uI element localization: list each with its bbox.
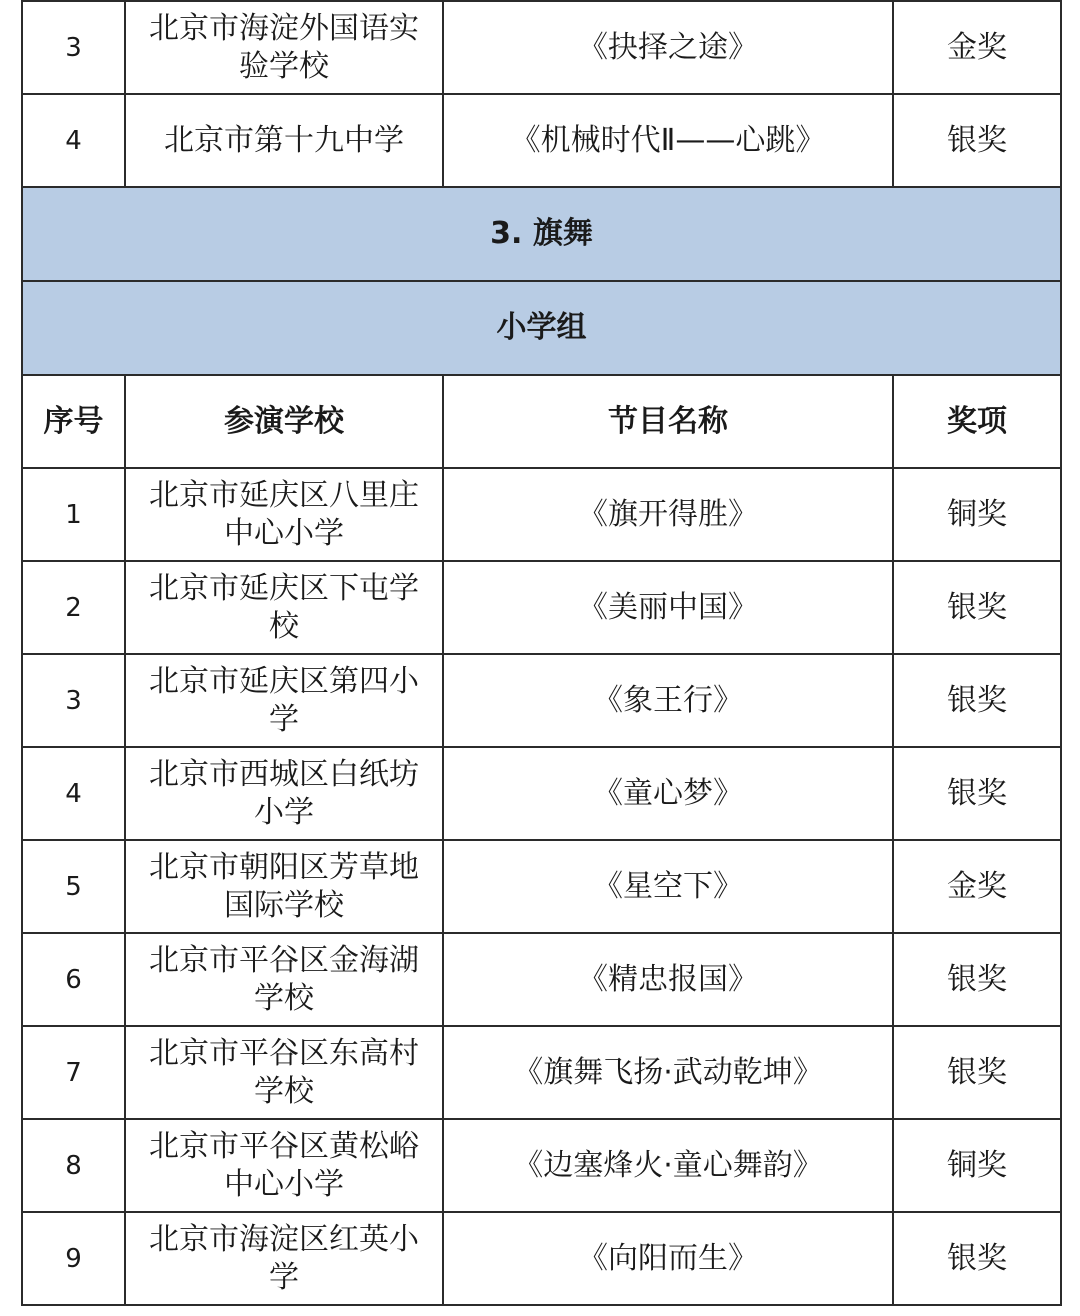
- table-row: [22, 840, 1061, 933]
- school-name: 北京市平谷区金海湖学校: [125, 933, 443, 1026]
- row-number: 9: [22, 1212, 125, 1305]
- group-title: 小学组: [22, 281, 1061, 375]
- award: 金奖: [893, 1, 1061, 94]
- row-number: 1: [22, 468, 125, 561]
- award: 银奖: [893, 933, 1061, 1026]
- school-name: 北京市第十九中学: [125, 94, 443, 187]
- award: 铜奖: [893, 468, 1061, 561]
- table-row: [22, 747, 1061, 840]
- program-name: 《旗舞飞扬·武动乾坤》: [443, 1026, 893, 1119]
- school-name: 北京市西城区白纸坊小学: [125, 747, 443, 840]
- award: 银奖: [893, 1212, 1061, 1305]
- program-name: 《机械时代Ⅱ——心跳》: [443, 94, 893, 187]
- table-row: [22, 561, 1061, 654]
- row-number: 6: [22, 933, 125, 1026]
- section-title: 3. 旗舞: [22, 187, 1061, 281]
- school-name: 北京市延庆区第四小学: [125, 654, 443, 747]
- header-school: 参演学校: [125, 375, 443, 468]
- table-row: [22, 933, 1061, 1026]
- row-number: 3: [22, 654, 125, 747]
- school-name: 北京市延庆区八里庄中心小学: [125, 468, 443, 561]
- group-row: [22, 281, 1061, 375]
- program-name: 《向阳而生》: [443, 1212, 893, 1305]
- row-number: 4: [22, 747, 125, 840]
- program-name: 《抉择之途》: [443, 1, 893, 94]
- program-name: 《象王行》: [443, 654, 893, 747]
- school-name: 北京市平谷区东高村学校: [125, 1026, 443, 1119]
- school-name: 北京市朝阳区芳草地国际学校: [125, 840, 443, 933]
- table-row: [22, 468, 1061, 561]
- row-number: 8: [22, 1119, 125, 1212]
- school-name: 北京市平谷区黄松峪中心小学: [125, 1119, 443, 1212]
- table-row: [22, 654, 1061, 747]
- header-row: [22, 375, 1061, 468]
- row-number: 2: [22, 561, 125, 654]
- school-name: 北京市海淀区红英小学: [125, 1212, 443, 1305]
- header-award: 奖项: [893, 375, 1061, 468]
- award: 银奖: [893, 94, 1061, 187]
- award: 铜奖: [893, 1119, 1061, 1212]
- table-row: [22, 1212, 1061, 1305]
- row-number: 5: [22, 840, 125, 933]
- program-name: 《旗开得胜》: [443, 468, 893, 561]
- award: 银奖: [893, 747, 1061, 840]
- table-row: [22, 1119, 1061, 1212]
- header-program: 节目名称: [443, 375, 893, 468]
- school-name: 北京市海淀外国语实验学校: [125, 1, 443, 94]
- award: 金奖: [893, 840, 1061, 933]
- table-row: [22, 94, 1061, 187]
- program-name: 《美丽中国》: [443, 561, 893, 654]
- award: 银奖: [893, 561, 1061, 654]
- award: 银奖: [893, 1026, 1061, 1119]
- row-number: 7: [22, 1026, 125, 1119]
- program-name: 《精忠报国》: [443, 933, 893, 1026]
- award: 银奖: [893, 654, 1061, 747]
- section-row: [22, 187, 1061, 281]
- row-number: 3: [22, 1, 125, 94]
- program-name: 《边塞烽火·童心舞韵》: [443, 1119, 893, 1212]
- awards-table: [21, 0, 1062, 1306]
- table-row: [22, 1, 1061, 94]
- program-name: 《童心梦》: [443, 747, 893, 840]
- row-number: 4: [22, 94, 125, 187]
- header-number: 序号: [22, 375, 125, 468]
- school-name: 北京市延庆区下屯学校: [125, 561, 443, 654]
- table-row: [22, 1026, 1061, 1119]
- program-name: 《星空下》: [443, 840, 893, 933]
